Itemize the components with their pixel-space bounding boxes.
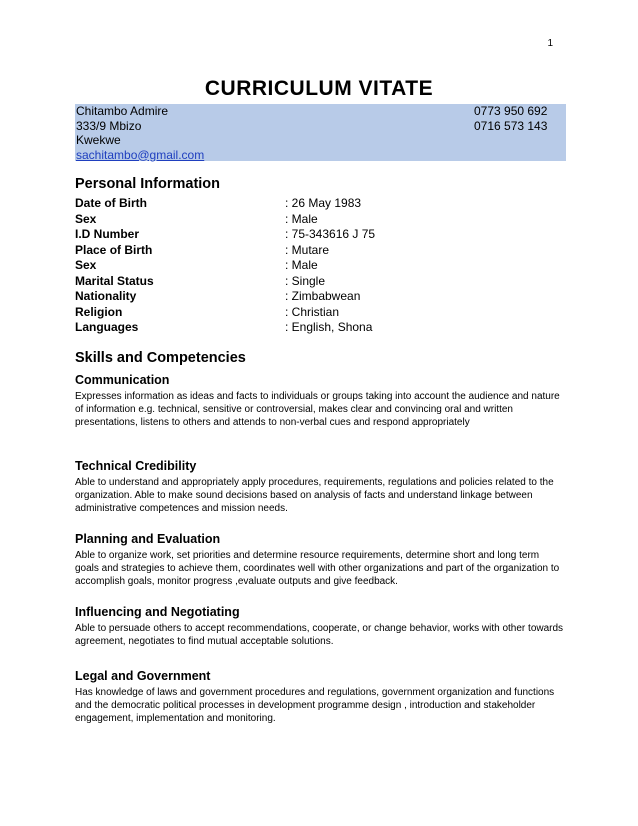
personal-label: Nationality	[75, 289, 137, 303]
skill-influencing-negotiating	[75, 605, 565, 648]
skill-planning-evaluation	[75, 532, 565, 588]
contact-phone-2: 0716 573 143	[474, 118, 548, 133]
personal-label: Languages	[75, 320, 139, 334]
skill-text: Able to organize work, set priorities and determine resource requirements, determine short and long term goals and strategies to achieve them, coordinates well with other organizations and part of the organization to accomplish goals, monitor progress ,evaluate outputs and give feedback.	[75, 550, 560, 587]
personal-value: : 26 May 1983	[285, 196, 362, 210]
skill-text: Able to persuade others to accept recommendations, cooperate, or change behavior, works with other towards agreement, negotiates to find mutual acceptable solutions.	[75, 623, 564, 647]
personal-value: : Zimbabwean	[285, 289, 361, 303]
skill-title: Legal and Government	[75, 669, 211, 683]
personal-label: Marital Status	[75, 273, 154, 288]
skill-technical-credibility	[75, 459, 565, 515]
personal-row	[75, 212, 555, 228]
contact-city: Kwekwe	[76, 133, 121, 147]
personal-value: : English, Shona	[285, 320, 373, 334]
skill-text: Able to understand and appropriately apply procedures, requirements, regulations and policies related to the organization. Able to make sound decisions based on analysis of facts and understand linkage between administrative competences and mission needs.	[75, 477, 554, 514]
personal-value: : Christian	[285, 304, 340, 319]
personal-label: I.D Number	[75, 227, 140, 241]
contact-name: Chitambo Admire	[76, 104, 169, 118]
personal-label: Sex	[75, 258, 97, 272]
personal-info-heading: Personal Information	[75, 176, 221, 192]
personal-value: : Mutare	[285, 242, 330, 257]
personal-row	[75, 305, 555, 321]
personal-row	[75, 274, 555, 290]
personal-value: : Male	[285, 258, 318, 272]
page-title: CURRICULUM VITATE	[204, 77, 434, 100]
personal-row	[75, 320, 555, 336]
personal-value: : 75-343616 J 75	[285, 227, 376, 241]
contact-email-link[interactable]: sachitambo@gmail.com	[76, 147, 205, 162]
skill-title: Communication	[75, 373, 170, 387]
skill-text: Expresses information as ideas and facts to individuals or groups taking into account the audience and nature of information e.g. technical, sensitive or controversial, makes clear and convincing oral and written presentations, listens to others and attends to non-verbal cues and respond appropriately	[75, 391, 560, 428]
personal-row	[75, 196, 555, 212]
personal-info-list	[75, 196, 555, 336]
personal-value: : Single	[285, 273, 326, 288]
contact-block	[75, 104, 566, 161]
personal-label: Place of Birth	[75, 242, 153, 257]
personal-row	[75, 289, 555, 305]
personal-label: Sex	[75, 211, 97, 226]
personal-row	[75, 227, 555, 243]
skill-text: Has knowledge of laws and government procedures and regulations, government organization and functions and the democratic political processes in development programme design , introduction and stakeholder engagement, implementation and monitoring.	[75, 687, 555, 724]
contact-phone-1: 0773 950 692	[474, 104, 548, 118]
personal-label: Religion	[75, 304, 123, 319]
skill-title: Influencing and Negotiating	[75, 605, 240, 619]
skill-title: Technical Credibility	[75, 459, 197, 473]
page-number: 1	[547, 38, 553, 49]
skill-communication	[75, 373, 565, 429]
skill-title: Planning and Evaluation	[75, 532, 221, 546]
personal-label: Date of Birth	[75, 196, 147, 210]
skills-heading: Skills and Competencies	[75, 350, 246, 366]
personal-row	[75, 258, 555, 274]
personal-value: : Male	[285, 211, 318, 226]
skill-legal-government	[75, 669, 565, 725]
contact-address: 333/9 Mbizo	[76, 118, 142, 133]
personal-row	[75, 243, 555, 259]
